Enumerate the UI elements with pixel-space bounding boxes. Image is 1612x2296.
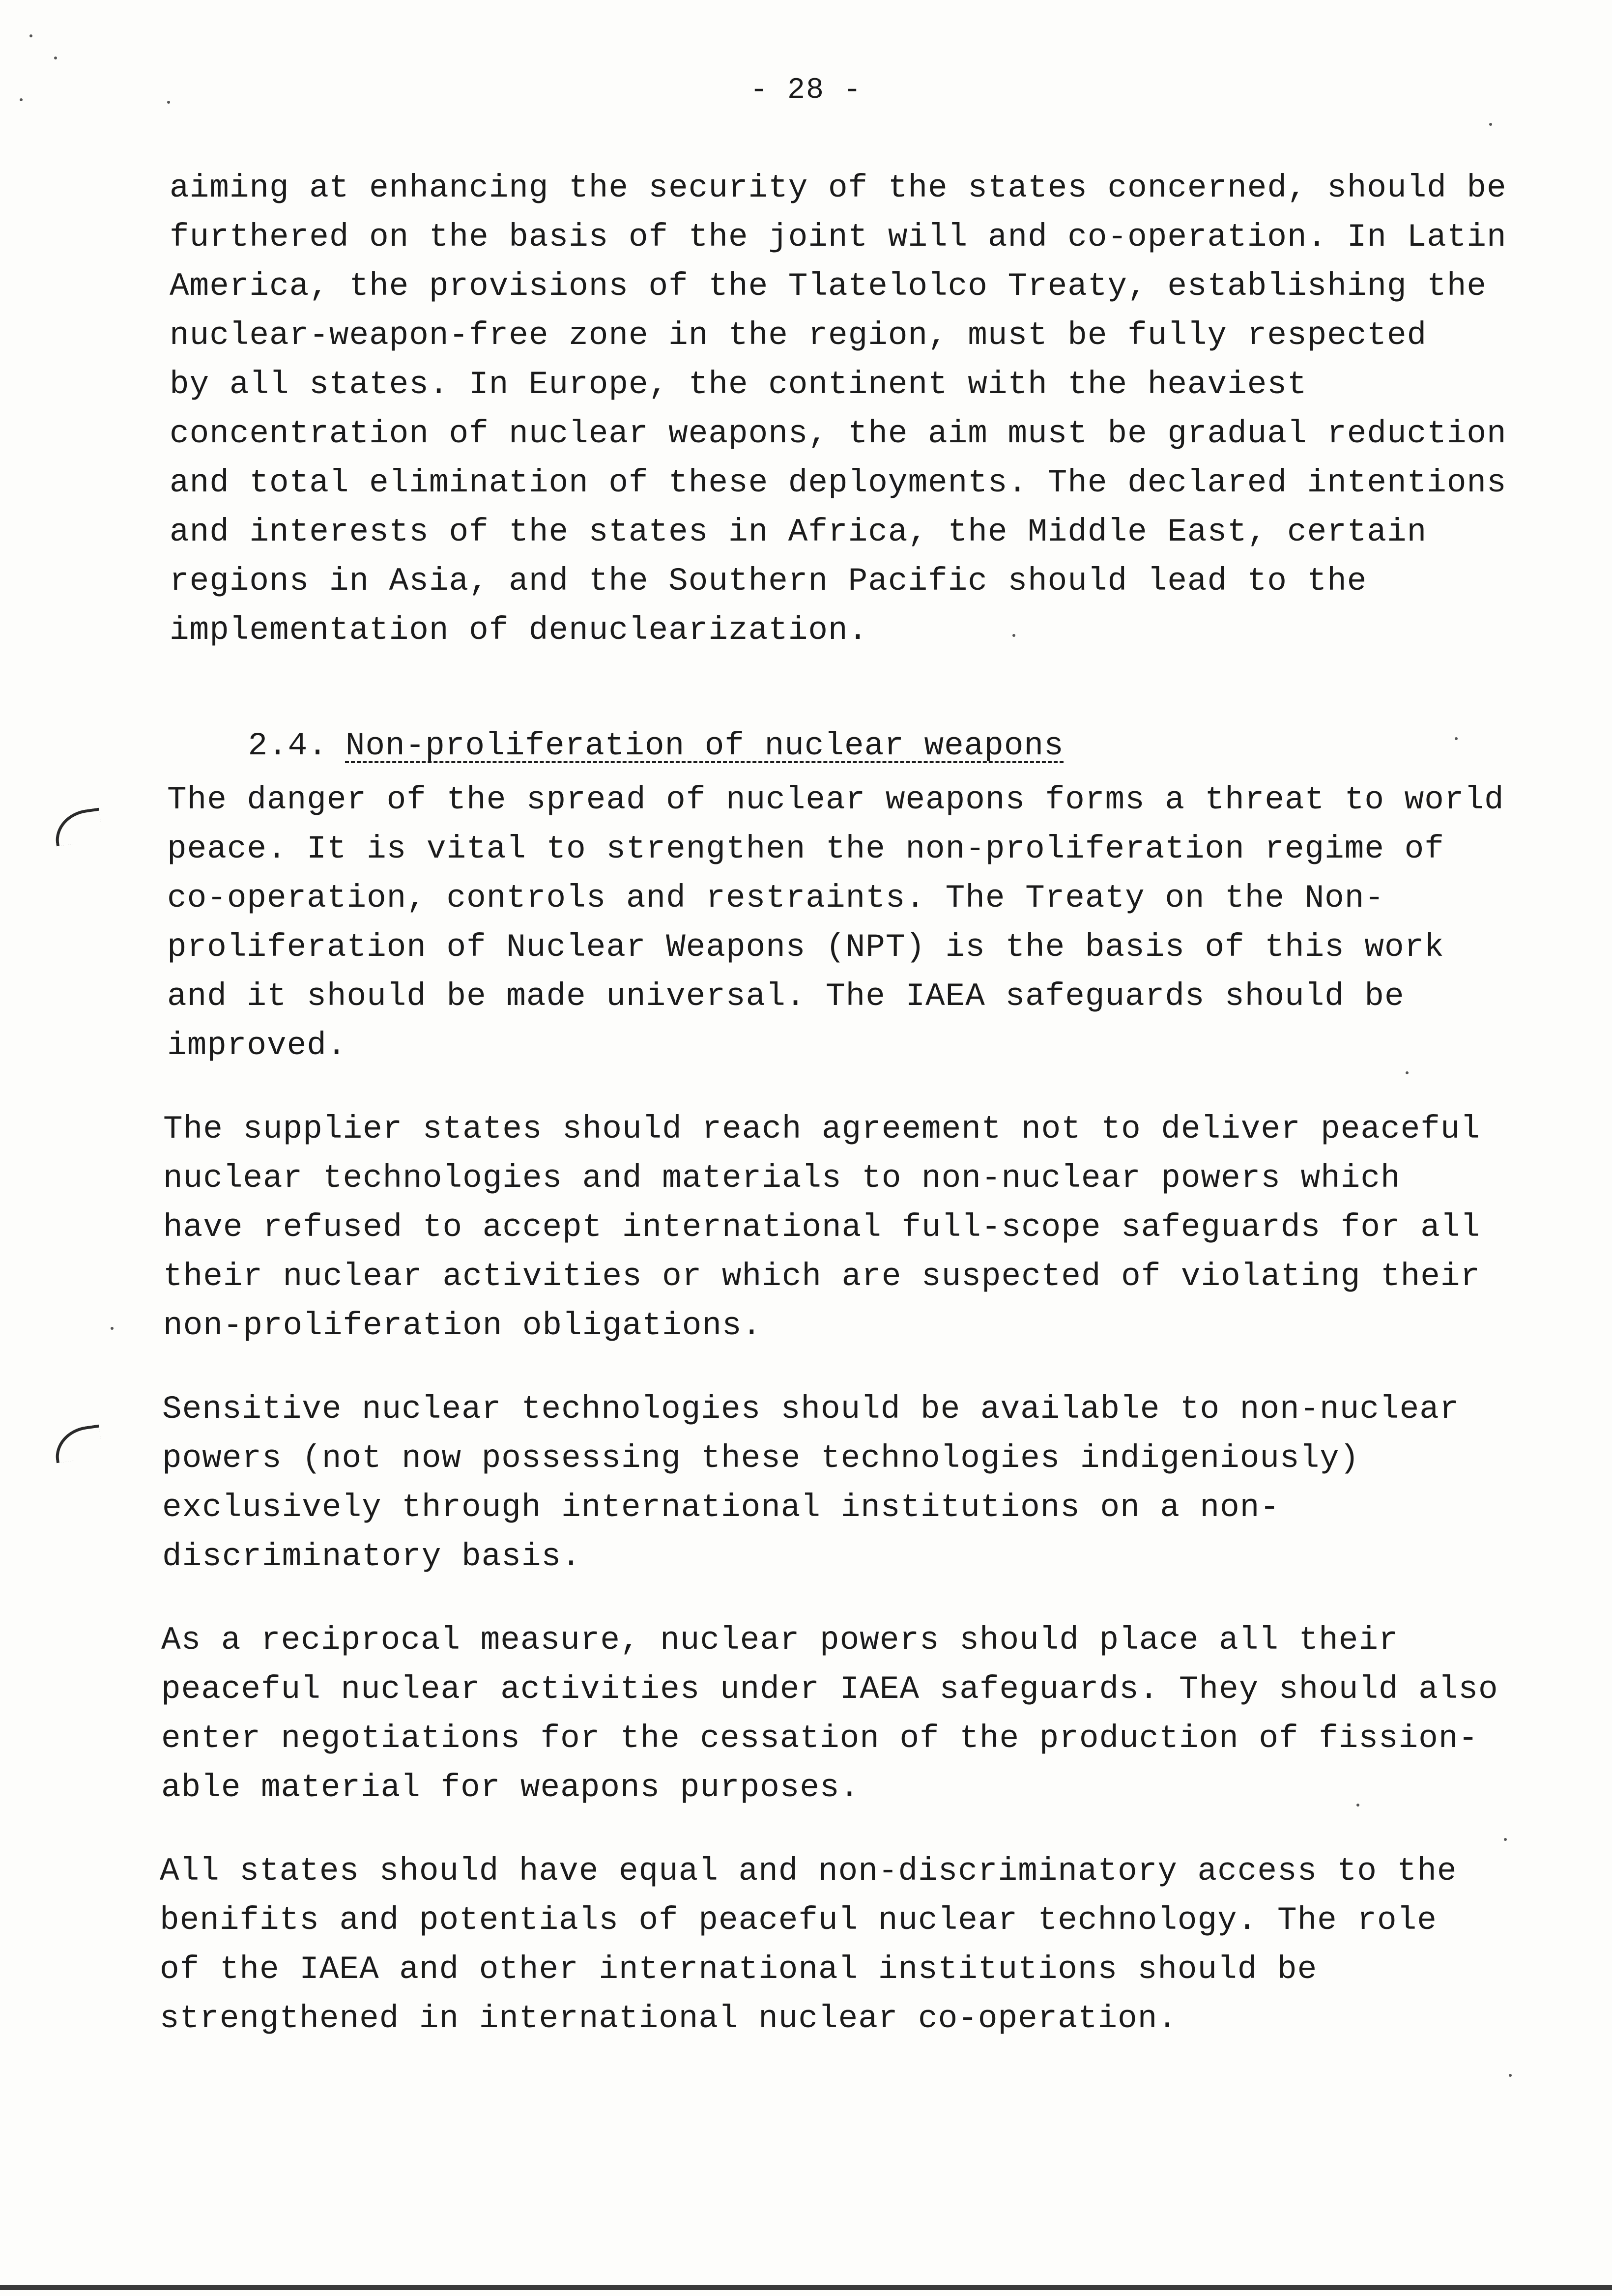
paragraph-line: have refused to accept international full-scope safeguards for all xyxy=(163,1209,1481,1246)
paragraph-line: nuclear technologies and materials to non-nuclear powers which xyxy=(163,1160,1401,1197)
paragraph-line: and interests of the states in Africa, the Middle East, certain xyxy=(170,514,1427,550)
scan-speck xyxy=(111,1327,114,1330)
page-number: - 28 - xyxy=(749,74,863,107)
scan-speck xyxy=(29,34,32,37)
paragraph-line: of the IAEA and other international institutions should be xyxy=(160,1951,1318,1988)
scan-speck xyxy=(1455,737,1458,740)
margin-bracket-mark xyxy=(52,808,103,847)
bottom-rule xyxy=(0,2285,1612,2290)
scan-speck xyxy=(1012,634,1015,637)
paragraph-line: peaceful nuclear activities under IAEA safeguards. They should also xyxy=(161,1671,1498,1708)
paragraph-line: and total elimination of these deployments. The declared intentions xyxy=(170,464,1507,501)
paragraph-line: implementation of denuclearization. xyxy=(170,612,868,649)
paragraph-line: The supplier states should reach agreement not to deliver peaceful xyxy=(163,1111,1481,1148)
scan-speck xyxy=(54,57,57,59)
paragraph-line: The danger of the spread of nuclear weapons forms a threat to world xyxy=(167,781,1504,818)
paragraph-line: All states should have equal and non-discriminatory access to the xyxy=(160,1853,1457,1890)
paragraph-line: their nuclear activities or which are suspected of violating their xyxy=(163,1258,1481,1295)
scan-speck xyxy=(1406,1071,1409,1074)
paragraph-line: non-proliferation obligations. xyxy=(163,1307,762,1344)
scan-speck xyxy=(20,98,23,101)
scan-speck xyxy=(1504,1838,1507,1841)
paragraph-line: furthered on the basis of the joint will and co-operation. In Latin xyxy=(170,219,1507,256)
paragraph-line: regions in Asia, and the Southern Pacific should lead to the xyxy=(170,563,1367,600)
paragraph-line: and it should be made universal. The IAEA safeguards should be xyxy=(167,978,1405,1015)
paragraph-line: enter negotiations for the cessation of the production of fission- xyxy=(161,1720,1479,1757)
paragraph-line: nuclear-weapon-free zone in the region, must be fully respected xyxy=(170,317,1427,354)
scan-speck xyxy=(167,101,170,104)
margin-bracket-mark xyxy=(52,1425,103,1464)
section-title: Non-proliferation of nuclear weapons xyxy=(345,727,1064,764)
paragraph-line: strengthened in international nuclear co-operation. xyxy=(160,2000,1178,2037)
scan-speck xyxy=(1356,1804,1359,1807)
paragraph-line: exclusively through international institutions on a non- xyxy=(162,1489,1280,1526)
paragraph-line: discriminatory basis. xyxy=(162,1538,581,1575)
paragraph-line: able material for weapons purposes. xyxy=(161,1769,860,1806)
paragraph-line: concentration of nuclear weapons, the aim must be gradual reduction xyxy=(170,415,1507,452)
section-number: 2.4. xyxy=(248,727,328,764)
paragraph-line: Sensitive nuclear technologies should be available to non-nuclear xyxy=(162,1391,1460,1428)
paragraph-line: proliferation of Nuclear Weapons (NPT) is the basis of this work xyxy=(167,929,1444,966)
paragraph-line: by all states. In Europe, the continent with the heaviest xyxy=(170,366,1307,403)
paragraph-line: aiming at enhancing the security of the states concerned, should be xyxy=(170,170,1507,206)
paragraph-line: benifits and potentials of peaceful nuclear technology. The role xyxy=(160,1902,1437,1939)
paragraph-line: As a reciprocal measure, nuclear powers should place all their xyxy=(161,1622,1399,1659)
scan-speck xyxy=(1489,123,1492,126)
paragraph-line: powers (not now possessing these technologies indigeniously) xyxy=(162,1440,1360,1477)
paragraph-line: peace. It is vital to strengthen the non-proliferation regime of xyxy=(167,831,1444,867)
paragraph-line: co-operation, controls and restraints. The Treaty on the Non- xyxy=(167,880,1384,917)
scan-speck xyxy=(1509,2074,1512,2077)
paragraph-line: America, the provisions of the Tlatelolco Treaty, establishing the xyxy=(170,268,1487,305)
paragraph-line: improved. xyxy=(167,1027,347,1064)
